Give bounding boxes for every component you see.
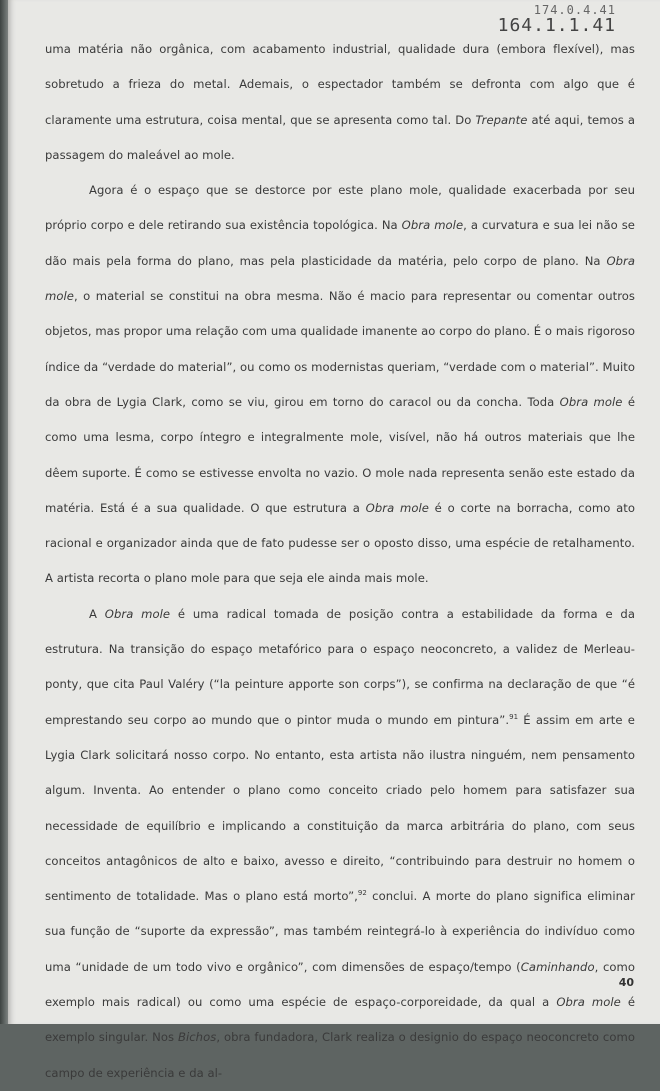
italic-title: Obra mole [365, 500, 429, 515]
book-spine-shadow [0, 0, 8, 1024]
archive-number-line-1: 174.0.4.41 [533, 3, 616, 17]
text-run: é uma radical tomada de posição contra a estabilidade da forma e da estrutura. Na transição do espaço metafórico para o espaço neoconcreto, a validez de Merleau-ponty, que cita Paul Valéry (“la peinture apporte son corps”), se confirma na declaração de que “é emprestando seu corpo ao mundo que o pintor muda o mundo em pintura”. [45, 606, 635, 727]
text-run: A [89, 606, 105, 621]
paragraph [45, 32, 635, 173]
italic-title: Trepante [475, 112, 528, 127]
text-run: , a curvatura e sua lei não se dão mais pela forma do plano, mas pela plasticidade da matéria, pelo corpo de plano. Na [45, 218, 635, 268]
text-run: uma matéria não orgânica, com acabamento industrial, qualidade dura (embora flexível), mas sobretudo a frieza do metal. Ademais, o espectador também se defronta com algo que é claramente uma estrutura, coisa mental, que se apresenta como tal. Do [45, 42, 635, 127]
italic-title: Obra mole [104, 606, 171, 621]
text-run: conclui. A morte do plano significa eliminar sua função de “suporte da expressão”, mas também reintegrá-lo à experiência do indivíduo como uma “unidade de um todo vivo e orgânico”, com dimensões de espaço/tempo ( [45, 889, 635, 974]
footnote-ref: 92 [357, 889, 367, 898]
italic-title: Obra mole [556, 995, 621, 1010]
italic-title: Obra mole [559, 394, 623, 409]
page-number: 40 [618, 976, 634, 989]
italic-title: Obra mole [401, 218, 464, 233]
document-page [8, 0, 660, 1080]
paragraph [45, 173, 635, 597]
text-run: Agora é o espaço que se destorce por este plano mole, qualidade exacerbada por seu próprio corpo e dele retirando sua existência topológica. Na [45, 183, 635, 233]
italic-title: Bichos [177, 1030, 217, 1045]
text-run: , o material se constitui na obra mesma. Não é macio para representar ou comentar outros objetos, mas propor uma relação com uma qualidade imanente ao corpo do plano. É o mais rigoroso índice da “verdade do material”, ou como os modernistas queriam, “verdade com o material”. Muito da obra de Lygia Clark, como se viu, girou em torno do caracol ou da concha. Toda [45, 289, 635, 409]
text-run: é como uma lesma, corpo íntegro e integralmente mole, visível, não há outros materiais que lhe dêem suporte. É como se estivesse envolta no vazio. O mole nada representa senão este estado da matéria. Está é a sua qualidade. O que estrutura a [45, 394, 636, 515]
text-run: é o corte na borracha, como ato racional e organizador ainda que de fato pudesse ser o oposto disso, uma espécie de retalhamento. A artista recorta o plano mole para que seja ele ainda mais mole. [45, 500, 635, 586]
archive-number-line-2: 164.1.1.41 [497, 15, 616, 36]
text-run: , obra fundadora, Clark realiza o designio do espaço neoconcreto como campo de experiência e da al- [45, 1030, 635, 1080]
text-run: , como exemplo mais radical) ou como uma espécie de espaço-corporeidade, da qual a [45, 959, 635, 1010]
body-text [45, 32, 635, 1091]
text-run: até aqui, temos a passagem do maleável ao mole. [45, 112, 636, 162]
italic-title: Caminhando [520, 959, 595, 974]
text-run: É assim em arte e Lygia Clark solicitará nosso corpo. No entanto, esta artista não ilustra ninguém, nem pensamento algum. Inventa. Ao entender o plano como conceito criado pelo homem para satisfazer sua necessidade de equilíbrio e implicando a constituição da marca arbitrária do plano, com seus conceitos antagônicos de alto e baixo, avesso e direito, “contribuindo para destruir no homem o sentimento de totalidade. Mas o plano está morto”, [45, 712, 635, 904]
italic-title: Obra mole [45, 253, 635, 304]
text-run: é exemplo singular. Nos [45, 995, 635, 1045]
paragraph [45, 597, 635, 1091]
footnote-ref: 91 [509, 712, 519, 721]
handwritten-archive-number [498, 4, 616, 35]
